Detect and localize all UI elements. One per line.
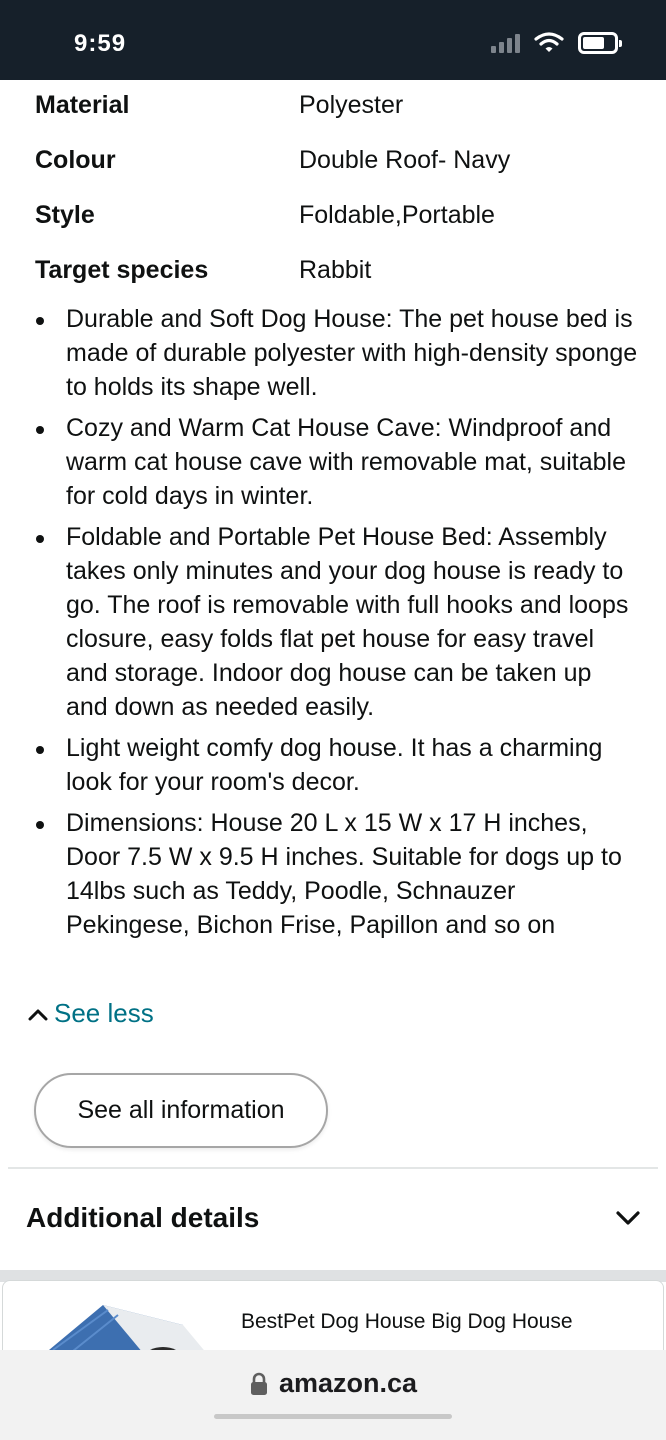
home-indicator xyxy=(214,1414,452,1419)
feature-bullet: Light weight comfy dog house. It has a charming look for your room's decor. xyxy=(30,731,640,799)
url-text: amazon.ca xyxy=(278,1368,418,1398)
product-card[interactable] xyxy=(2,1280,664,1360)
battery-icon xyxy=(578,32,618,54)
additional-details-title: Additional details xyxy=(26,1202,260,1233)
spec-key: Style xyxy=(35,201,95,229)
product-title: BestPet Dog House Big Dog House xyxy=(241,1310,573,1333)
feature-bullet: Foldable and Portable Pet House Bed: Assembly takes only minutes and your dog house is ready to go. The roof is removable with full hooks and loops closure, easy folds flat pet house for easy travel and storage. Indoor dog house can be taken up and down as needed easily. xyxy=(30,520,640,724)
wifi-icon xyxy=(534,32,564,54)
spec-key: Colour xyxy=(35,146,116,174)
see-all-information-button[interactable]: See all information xyxy=(34,1073,328,1148)
see-less-link[interactable] xyxy=(28,998,154,1029)
chevron-up-icon xyxy=(28,1007,48,1021)
spec-row xyxy=(35,188,635,243)
spec-value: Foldable,Portable xyxy=(299,201,495,229)
status-icons xyxy=(491,32,618,54)
feature-bullet: Cozy and Warm Cat House Cave: Windproof and warm cat house cave with removable mat, suitable for cold days in winter. xyxy=(30,411,640,513)
status-bar xyxy=(0,0,666,80)
feature-bullet: Durable and Soft Dog House: The pet house bed is made of durable polyester with high-density sponge to holds its shape well. xyxy=(30,302,640,404)
feature-bullets xyxy=(30,302,640,949)
spec-row xyxy=(35,133,635,188)
lock-icon xyxy=(249,1372,269,1396)
spec-value: Polyester xyxy=(299,91,404,119)
spec-key: Target species xyxy=(35,256,209,284)
divider xyxy=(8,1167,658,1169)
url-display[interactable] xyxy=(0,1368,666,1399)
spec-table xyxy=(35,78,635,298)
spec-row xyxy=(35,78,635,133)
feature-bullet: Dimensions: House 20 L x 15 W x 17 H inches, Door 7.5 W x 9.5 H inches. Suitable for dogs up to 14lbs such as Teddy, Poodle, Schnauzer Pekingese, Bichon Frise, Papillon and so on xyxy=(30,806,640,942)
additional-details-accordion[interactable] xyxy=(26,1190,642,1246)
spec-row xyxy=(35,243,635,298)
browser-address-bar[interactable] xyxy=(0,1350,666,1440)
chevron-down-icon xyxy=(614,1208,642,1228)
spec-value: Double Roof- Navy xyxy=(299,146,511,174)
spec-value: Rabbit xyxy=(299,256,372,284)
status-time: 9:59 xyxy=(74,30,127,57)
see-less-label: See less xyxy=(54,998,154,1028)
spec-key: Material xyxy=(35,91,130,119)
cellular-signal-icon xyxy=(491,33,520,53)
